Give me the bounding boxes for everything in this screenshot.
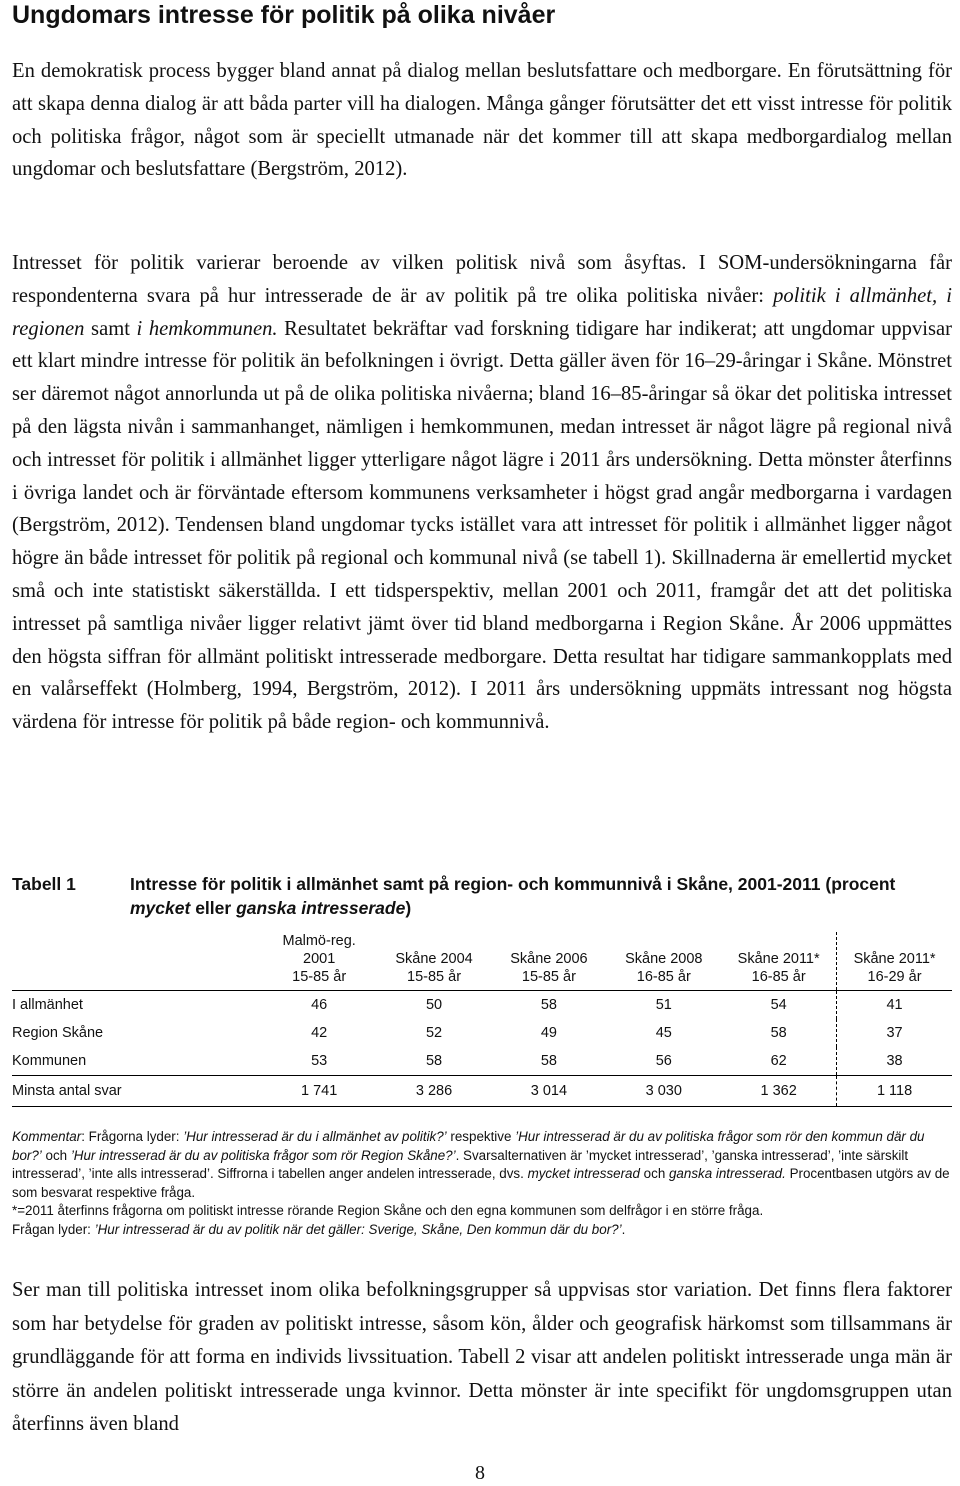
emphasis-text: ganska intresserade bbox=[236, 898, 406, 918]
comment-line: Frågan lyder: ’Hur intresserad är du av politik när det gäller: Sverige, Skåne, Den kommun där du bor?’. bbox=[12, 1221, 626, 1237]
interest-table bbox=[12, 932, 952, 1107]
row-label: Minsta antal svar bbox=[12, 1076, 262, 1107]
column-header: Skåne 2011* 16-29 år bbox=[837, 932, 952, 991]
table-cell: 1 362 bbox=[721, 1076, 836, 1107]
table-cell: 38 bbox=[837, 1047, 952, 1076]
table-cell: 1 118 bbox=[837, 1076, 952, 1107]
table-cell: 41 bbox=[837, 991, 952, 1020]
comment-line: *=2011 återfinns frågorna om politiskt intresse rörande Region Skåne och den egna kommunen som delfrågor i en större fråga. bbox=[12, 1203, 764, 1218]
column-header: Skåne 2008 16-85 år bbox=[606, 932, 721, 991]
text-run: Resultatet bekräftar vad forskning tidigare har indikerat; att ungdomar uppvisar ett klart mindre intresse för politik än befolkningen i övrigt. Detta gäller även för 16–29-åringar i Skåne. Mönstret ser däremot något annorlunda ut på de olika politiska nivåerna; bland 16–85-åringar så ökar det politiska intresset på den lägsta nivån i sammanhanget, nämligen i hemkommunen, medan intresset är något lägre på regional nivå och intresset för politik i allmänhet ligger ytterligare något lägre i 2011 års undersökning. Detta mönster återfinns i övriga landet och är förväntade eftersom kommunens verksamheter i högst grad angår medborgarna i vardagen (Bergström, 2012). Tendensen bland ungdomar tycks istället vara att intresset för politik i allmänhet ligger något högre än både intresset för politik på regional och kommunal nivå (se tabell 1). Skillnaderna är emellertid mycket små och inte statistiskt säkerställda. I ett tidsperspektiv, mellan 2001 och 2011, framgår det att det politiska intresset på samtliga nivåer ligger relativt jämt över tid bland medborgarna i Region Skåne. År 2006 uppmättes den högsta siffran för allmänt politiskt intresserade medborgare. Detta resultat har tidigare sammankopplats med en valårseffekt (Holmberg, 1994, Bergström, 2012). I 2011 års undersökning uppmäts intressant nog högsta värdena för intresse för politik på både region- och kommunnivå. bbox=[12, 317, 952, 734]
table-cell: 3 014 bbox=[491, 1076, 606, 1107]
table-cell: 54 bbox=[770, 997, 787, 1013]
table-cell: 3 030 bbox=[606, 1076, 721, 1107]
table-title bbox=[130, 872, 950, 920]
header-empty bbox=[12, 932, 262, 991]
table-total-row bbox=[12, 1076, 952, 1107]
row-label: Kommunen bbox=[12, 1053, 87, 1069]
paragraph-population-groups: Ser man till politiska intresset inom olika befolkningsgrupper så uppvisas stor variation. Det finns flera faktorer som har betydelse för graden av politiskt intresse, såsom kön, ålder och geografisk härkomst som tillsammans är grundläggande för att forma en individs livssituation. Tabell 2 visar att andelen politiskt intresserade unga män är större än andelen politiskt intresserade unga kvinnor. Detta mönster är inte specifikt för ungdomsgruppen utan återfinns även bland bbox=[12, 1279, 952, 1435]
row-label: I allmänhet bbox=[12, 997, 83, 1013]
text-run: samt bbox=[84, 317, 137, 340]
table-row bbox=[12, 1047, 952, 1076]
table-cell: 3 286 bbox=[377, 1076, 492, 1107]
table-row bbox=[12, 991, 952, 1020]
text-run: Intresse för politik i allmänhet samt på region- och kommunnivå i Skåne, 2001-2011 (procent bbox=[130, 874, 896, 894]
column-header: Skåne 2004 15-85 år bbox=[377, 932, 492, 991]
table-cell: 62 bbox=[770, 1053, 787, 1069]
paragraph-intro: En demokratisk process bygger bland annat på dialog mellan beslutsfattare och medborgare. En förutsättning för att skapa denna dialog är att båda parter vill ha dialogen. Många gånger förutsätter det ett visst intresse för politik och politiska frågor, något som är speciellt utmanade när det kommer till att skapa medborgardialog mellan ungdomar och beslutsfattare (Bergström, 2012). bbox=[12, 60, 952, 181]
section-heading: Ungdomars intresse för politik på olika nivåer bbox=[12, 1, 556, 29]
table-header-row bbox=[12, 932, 952, 991]
comment-lead: Kommentar bbox=[12, 1129, 82, 1144]
table-cell: 50 bbox=[425, 997, 443, 1013]
table-cell: 37 bbox=[837, 1019, 952, 1047]
table-cell: 56 bbox=[655, 1053, 672, 1069]
column-header: Skåne 2011* 16-85 år bbox=[721, 932, 836, 991]
table-cell: 58 bbox=[540, 1053, 557, 1069]
table-row bbox=[12, 1019, 952, 1047]
table-label: Tabell 1 bbox=[12, 874, 76, 894]
column-header: Malmö-reg. 2001 15-85 år bbox=[262, 932, 377, 991]
table-cell: 42 bbox=[311, 1025, 328, 1041]
table-cell: 52 bbox=[425, 1025, 443, 1041]
comment-line: Kommentar: Frågorna lyder: ’Hur intresserad är du i allmänhet av politik?’ respektive ’Hur intresserad är du av politiska frågor som rör den kommun där du bor?’ och ’Hur intresserad är du av politiska frågor som rör Region Skåne?’. Svarsalternativen är ’mycket intresserad’, ’ganska intresserad’, ’inte särskilt intresserad’, ’inte alls intresserad’. Siffrorna i tabellen anger andelen intresserade, dvs. mycket intresserad och ganska intresserad. Procentbasen utgörs av de som besvarat respektive fråga. bbox=[12, 1129, 950, 1200]
table-cell: 58 bbox=[425, 1053, 443, 1069]
text-run: Intresset för politik varierar beroende av vilken politisk nivå som åsyftas. I SOM-undersökningarna får respondenterna svara på hur intresserade de är av politik på tre olika politiska nivåer: bbox=[12, 252, 952, 307]
table-cell: 58 bbox=[770, 1025, 787, 1041]
page-number: 8 bbox=[475, 1462, 485, 1484]
table-cell: 49 bbox=[540, 1025, 557, 1041]
table-cell: 45 bbox=[655, 1025, 672, 1041]
paragraph-interest-levels bbox=[12, 247, 952, 739]
table-cell: 58 bbox=[540, 997, 557, 1013]
text-run: eller bbox=[190, 898, 237, 918]
emphasis-text: mycket bbox=[130, 898, 191, 918]
table-cell: 46 bbox=[311, 997, 328, 1013]
column-header: Skåne 2006 15-85 år bbox=[491, 932, 606, 991]
table-comment bbox=[12, 1128, 952, 1239]
table-cell: 1 741 bbox=[262, 1076, 377, 1107]
emphasis-text: politik i allmänhet, i regionen bbox=[12, 284, 952, 340]
table-cell: 51 bbox=[655, 997, 672, 1013]
table-cell: 53 bbox=[311, 1053, 328, 1069]
text-run: ) bbox=[405, 898, 412, 918]
emphasis-text: i hemkommunen. bbox=[136, 317, 278, 340]
row-label: Region Skåne bbox=[12, 1025, 104, 1041]
